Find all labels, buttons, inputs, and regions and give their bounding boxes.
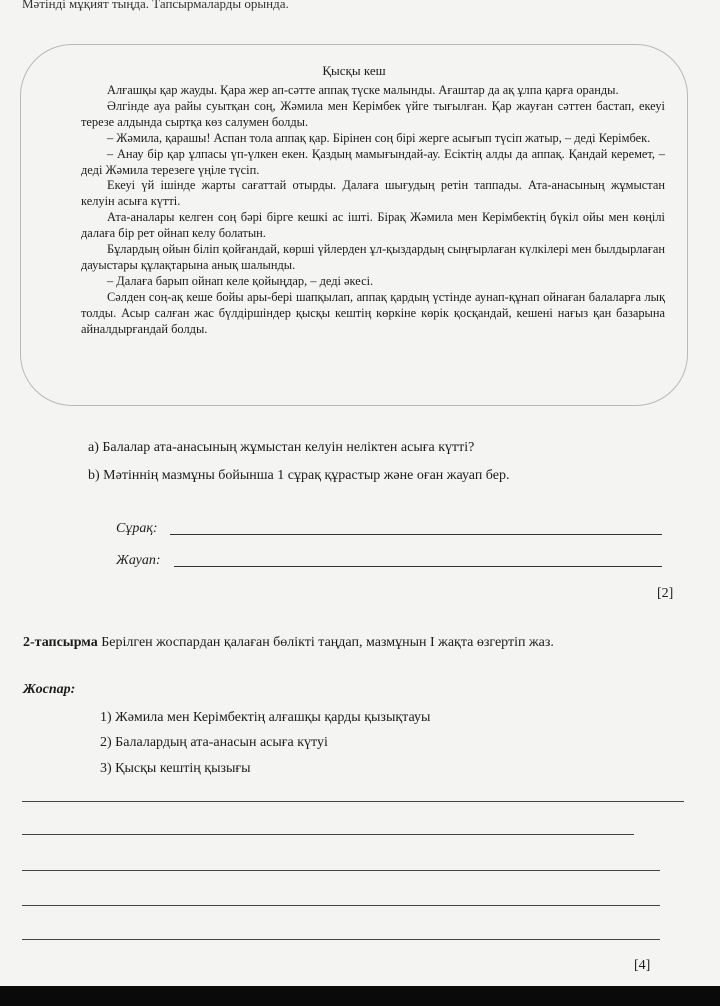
story-paragraph: Бұлардың ойын біліп қойғандай, көрші үйлерден ұл-қыздардың сыңғырлаған күлкілері мен былдырлаған дауыстары құлақтарына анық шалынды. <box>81 242 665 272</box>
story-paragraph: – Далаға барып ойнап келе қойыңдар, – деді әкесі. <box>107 273 374 288</box>
plan-item: 1) Жәмила мен Керімбектің алғашқы қарды қызықтауы <box>100 710 431 725</box>
story-paragraph: Екеуі үй ішінде жарты сағаттай отырды. Далаға шығудың ретін таппады. Ата-анасының жұмыстан келуін асыға күтті. <box>81 178 665 209</box>
task2-score: [4] <box>634 958 651 973</box>
story-paragraph: Әлгінде ауа райы суытқан соң, Жәмила мен Керімбек үйге тығылған. Қар жауған сәттен бастап, екеуі терезе алдында сыртқа көз салумен болды. <box>81 98 665 129</box>
plan-item: 2) Балалардың ата-анасын асыға күтуі <box>100 735 328 750</box>
question-a: а) Балалар ата-анасының жұмыстан келуін неліктен асыға күтті? <box>88 440 475 455</box>
question-field-label: Сұрақ: <box>116 521 158 536</box>
writing-line[interactable] <box>22 834 634 835</box>
task2-title: 2-тапсырма <box>23 635 98 650</box>
bottom-black-bar <box>0 986 720 1006</box>
instruction-text: Мәтінді мұқият тыңда. Тапсырмаларды орында. <box>22 0 289 11</box>
task1-score: [2] <box>657 586 674 601</box>
plan-label: Жоспар: <box>23 682 76 697</box>
answer-line[interactable] <box>174 566 662 567</box>
story-body <box>81 83 665 338</box>
task2-instruction <box>23 632 663 654</box>
story-paragraph: – Анау бір қар ұлпасы үп-үлкен екен. Қаздың мамығындай-ау. Есіктің алды да аппақ. Қандай керемет, – деді Жәмила терезеге үңіле түсіп. <box>81 146 665 177</box>
story-paragraph: Ата-аналары келген соң бәрі бірге кешкі ас ішті. Бірақ Жәмила мен Керімбектің бүкіл ойы мен көңілі далаға бір рет ойнап келу болатын. <box>81 210 665 241</box>
writing-line[interactable] <box>22 905 660 906</box>
writing-line[interactable] <box>22 939 660 940</box>
task2-text: Берілген жоспардан қалаған бөлікті таңдап, мазмұнын І жақта өзгертіп жаз. <box>101 635 554 650</box>
answer-field-label: Жауап: <box>116 553 161 568</box>
writing-line[interactable] <box>22 801 684 802</box>
question-b: b) Мәтіннің мазмұны бойынша 1 сұрақ құрастыр және оған жауап бер. <box>88 468 510 483</box>
story-box <box>20 44 688 406</box>
story-paragraph: Сәлден соң-ақ кеше бойы ары-бері шапқылап, аппақ қардың үстінде аунап-құнап ойнаған балаларға лық толды. Асыр салған жас бүлдіршіндер қысқы кештің көркіне көрік қосқандай, кешені нағыз қан базарына айналдырғандай болды. <box>81 289 665 336</box>
story-title: Қысқы кеш <box>322 63 386 78</box>
question-answer-line[interactable] <box>170 534 662 535</box>
plan-item: 3) Қысқы кештің қызығы <box>100 761 251 776</box>
story-paragraph: Алғашқы қар жауды. Қара жер ап-сәтте аппақ түске малынды. Ағаштар да ақ ұлпа қарға оранды. <box>107 83 619 97</box>
story-paragraph: – Жәмила, қарашы! Аспан тола аппақ қар. Бірінен соң бірі жерге асығып түсіп жатыр, – деді Керімбек. <box>107 130 651 145</box>
writing-line[interactable] <box>22 870 660 871</box>
